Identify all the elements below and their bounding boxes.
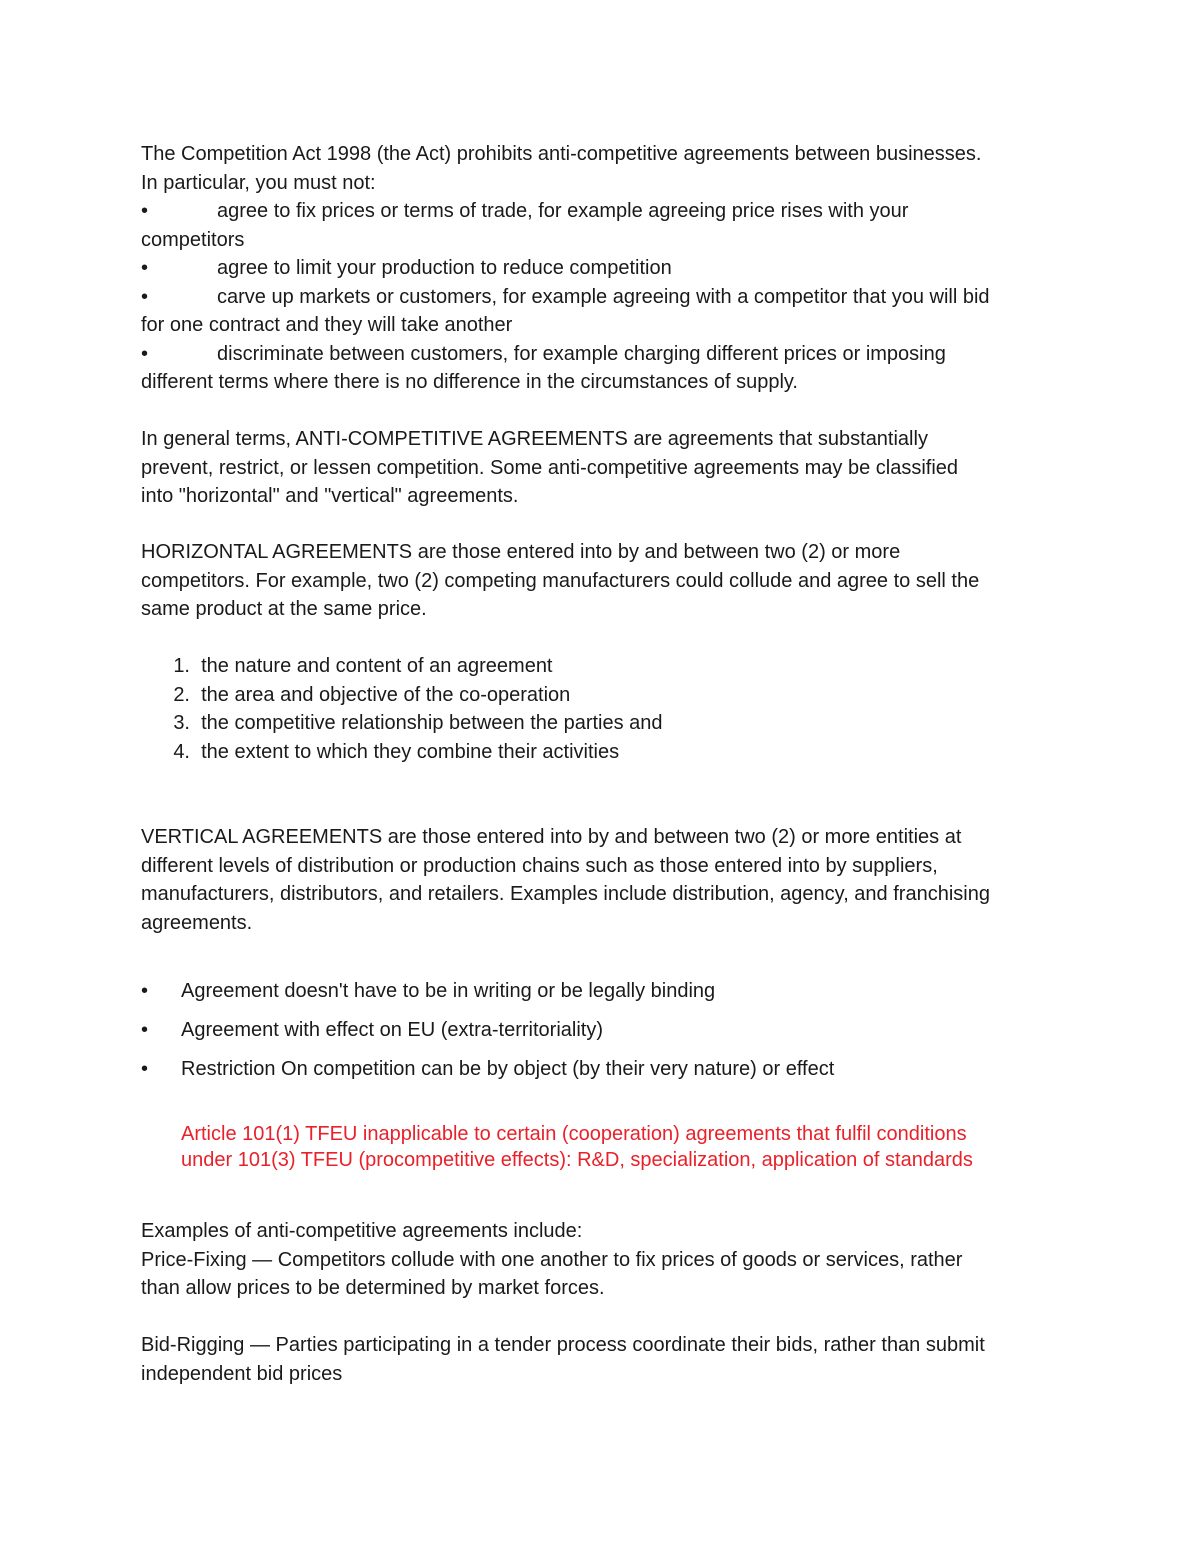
must-not-item-text: agree to limit your production to reduce competition	[217, 257, 672, 279]
list-item	[141, 1055, 1081, 1094]
must-not-item-continuation: different terms where there is no difference in the circumstances of supply.	[141, 371, 798, 393]
factors-list	[120, 652, 1060, 766]
must-not-item-text: carve up markets or customers, for example agreeing with a competitor that you will bid	[217, 285, 990, 308]
list-item-text: the nature and content of an agreement	[201, 655, 553, 677]
paragraph-line: same product at the same price.	[141, 598, 427, 620]
list-item-text: Restriction On competition can be by object (by their very nature) or effect	[181, 1058, 835, 1080]
bullet-marker: •	[141, 285, 149, 308]
list-item-text: the area and objective of the co-operation	[201, 683, 571, 706]
horizontal-paragraph	[141, 538, 1081, 624]
bullet-marker: •	[141, 200, 149, 222]
list-number: 4.	[173, 740, 190, 763]
paragraph-line: HORIZONTAL AGREEMENTS are those entered into by and between two (2) or more	[141, 541, 901, 563]
bullet-marker: •	[141, 342, 149, 365]
paragraph-line: different levels of distribution or production chains such as those entered into by suppliers,	[141, 854, 938, 877]
list-item-text: the extent to which they combine their activities	[201, 740, 620, 763]
must-not-item	[141, 254, 1081, 283]
paragraph-line: Examples of anti-competitive agreements include:	[141, 1220, 583, 1242]
list-number: 2.	[173, 683, 190, 706]
intro-line: The Competition Act 1998 (the Act) prohibits anti-competitive agreements between businesses.	[141, 143, 982, 165]
paragraph-line: into "horizontal" and "vertical" agreements.	[141, 485, 519, 507]
paragraph-line: prevent, restrict, or lessen competition. Some anti-competitive agreements may be classified	[141, 456, 959, 479]
paragraph-line: independent bid prices	[141, 1362, 343, 1385]
general-paragraph	[141, 425, 1081, 511]
bullet-marker: •	[141, 1058, 149, 1080]
paragraph-line: manufacturers, distributors, and retailers. Examples include distribution, agency, and franchising	[141, 883, 990, 905]
list-item-text: the competitive relationship between the parties and	[201, 712, 663, 734]
paragraph-line: competitors. For example, two (2) competing manufacturers could collude and agree to sell the	[141, 569, 980, 592]
list-item-text: Agreement with effect on EU (extra-territoriality)	[181, 1019, 604, 1041]
paragraph-line: VERTICAL AGREEMENTS are those entered into by and between two (2) or more entities at	[141, 826, 962, 848]
paragraph-line: Bid-Rigging — Parties participating in a tender process coordinate their bids, rather than submit	[141, 1334, 985, 1356]
bullet-marker: •	[141, 257, 149, 279]
bullet-marker: •	[141, 1019, 149, 1041]
article-note-line: under 101(3) TFEU (procompetitive effects): R&D, specialization, application of standards	[181, 1149, 973, 1171]
list-item	[120, 738, 1060, 767]
intro-paragraph	[141, 140, 1081, 397]
points-list	[141, 977, 1081, 1094]
vertical-paragraph	[141, 823, 1081, 937]
list-item	[141, 977, 1081, 1016]
paragraph-line: In general terms, ANTI-COMPETITIVE AGREEMENTS are agreements that substantially	[141, 428, 928, 450]
intro-line: In particular, you must not:	[141, 171, 376, 194]
must-not-item-text: discriminate between customers, for example charging different prices or imposing	[217, 342, 946, 365]
article-note-line: Article 101(1) TFEU inapplicable to certain (cooperation) agreements that fulfil conditions	[181, 1123, 967, 1145]
list-item	[120, 681, 1060, 710]
list-item	[141, 1016, 1081, 1055]
must-not-item-continuation: for one contract and they will take another	[141, 314, 513, 336]
list-item-text: Agreement doesn't have to be in writing or be legally binding	[181, 980, 716, 1002]
must-not-item-text: agree to fix prices or terms of trade, for example agreeing price rises with your	[217, 200, 909, 222]
paragraph-line: Price-Fixing — Competitors collude with one another to fix prices of goods or services, rather	[141, 1248, 963, 1271]
must-not-item-continuation: competitors	[141, 228, 245, 251]
list-item	[120, 652, 1060, 681]
must-not-item	[141, 340, 1081, 369]
examples-paragraph	[141, 1217, 1081, 1303]
article-note	[181, 1121, 1121, 1173]
bid-rigging-paragraph	[141, 1331, 1081, 1388]
list-item	[120, 709, 1060, 738]
must-not-item	[141, 283, 1081, 312]
list-number: 3.	[173, 712, 190, 734]
must-not-item	[141, 197, 1081, 226]
bullet-marker: •	[141, 980, 149, 1002]
paragraph-line: than allow prices to be determined by market forces.	[141, 1277, 605, 1299]
list-number: 1.	[173, 655, 190, 677]
paragraph-line: agreements.	[141, 911, 253, 934]
